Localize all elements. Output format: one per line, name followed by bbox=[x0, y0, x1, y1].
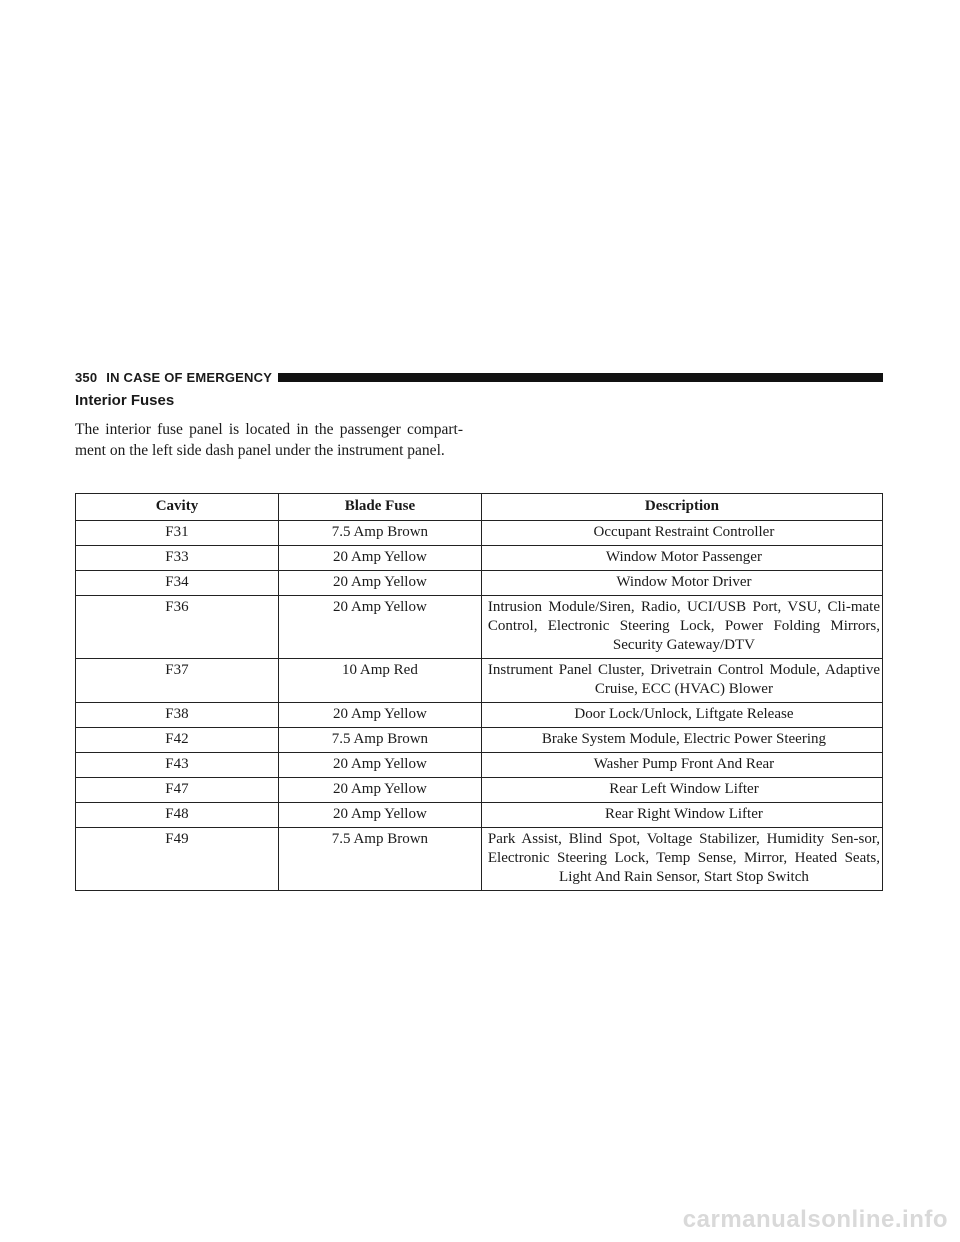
cell-fuse: 20 Amp Yellow bbox=[278, 703, 481, 728]
header-cavity: Cavity bbox=[76, 494, 279, 521]
table-header-row bbox=[76, 494, 883, 521]
cell-cavity: F49 bbox=[76, 828, 279, 891]
cell-fuse: 7.5 Amp Brown bbox=[278, 521, 481, 546]
cell-description: Park Assist, Blind Spot, Voltage Stabilizer, Humidity Sen-sor, Electronic Steering Lock, Temp Sense, Mirror, Heated Seats, Light And Rain Sensor, Start Stop Switch bbox=[481, 828, 882, 891]
cell-fuse: 20 Amp Yellow bbox=[278, 803, 481, 828]
cell-cavity: F42 bbox=[76, 728, 279, 753]
cell-cavity: F33 bbox=[76, 546, 279, 571]
cell-description: Window Motor Driver bbox=[481, 571, 882, 596]
cell-cavity: F47 bbox=[76, 778, 279, 803]
cell-fuse: 20 Amp Yellow bbox=[278, 596, 481, 659]
table-row bbox=[76, 803, 883, 828]
cell-cavity: F37 bbox=[76, 659, 279, 703]
cell-cavity: F48 bbox=[76, 803, 279, 828]
cell-fuse: 7.5 Amp Brown bbox=[278, 828, 481, 891]
section-title: Interior Fuses bbox=[75, 392, 175, 409]
table-row bbox=[76, 828, 883, 891]
cell-cavity: F38 bbox=[76, 703, 279, 728]
table-row bbox=[76, 521, 883, 546]
table-row bbox=[76, 778, 883, 803]
table-row bbox=[76, 596, 883, 659]
table-row bbox=[76, 703, 883, 728]
page-header bbox=[75, 369, 883, 386]
table-row bbox=[76, 571, 883, 596]
cell-fuse: 20 Amp Yellow bbox=[278, 753, 481, 778]
cell-description: Window Motor Passenger bbox=[481, 546, 882, 571]
header-rule bbox=[278, 373, 883, 382]
header-blade-fuse: Blade Fuse bbox=[278, 494, 481, 521]
cell-fuse: 20 Amp Yellow bbox=[278, 778, 481, 803]
cell-cavity: F43 bbox=[76, 753, 279, 778]
cell-fuse: 20 Amp Yellow bbox=[278, 571, 481, 596]
cell-description: Intrusion Module/Siren, Radio, UCI/USB Port, VSU, Cli-mate Control, Electronic Steering Lock, Power Folding Mirrors, Security Gateway/DTV bbox=[481, 596, 882, 659]
table-row bbox=[76, 546, 883, 571]
page-number: 350 bbox=[75, 370, 98, 385]
intro-paragraph: The interior fuse panel is located in the passenger compart-ment on the left side dash panel under the instrument panel. bbox=[75, 421, 463, 459]
table-row bbox=[76, 728, 883, 753]
table-row bbox=[76, 659, 883, 703]
cell-fuse: 7.5 Amp Brown bbox=[278, 728, 481, 753]
header-description: Description bbox=[481, 494, 882, 521]
table-row bbox=[76, 753, 883, 778]
cell-description: Washer Pump Front And Rear bbox=[481, 753, 882, 778]
cell-description: Brake System Module, Electric Power Steering bbox=[481, 728, 882, 753]
running-section-name: IN CASE OF EMERGENCY bbox=[106, 370, 273, 385]
cell-cavity: F36 bbox=[76, 596, 279, 659]
cell-description: Door Lock/Unlock, Liftgate Release bbox=[481, 703, 882, 728]
cell-description: Rear Left Window Lifter bbox=[481, 778, 882, 803]
cell-cavity: F34 bbox=[76, 571, 279, 596]
cell-fuse: 20 Amp Yellow bbox=[278, 546, 481, 571]
interior-fuse-table bbox=[75, 493, 883, 891]
cell-description: Occupant Restraint Controller bbox=[481, 521, 882, 546]
cell-cavity: F31 bbox=[76, 521, 279, 546]
watermark: carmanualsonline.info bbox=[682, 1206, 948, 1233]
cell-fuse: 10 Amp Red bbox=[278, 659, 481, 703]
cell-description: Instrument Panel Cluster, Drivetrain Control Module, Adaptive Cruise, ECC (HVAC) Blower bbox=[481, 659, 882, 703]
cell-description: Rear Right Window Lifter bbox=[481, 803, 882, 828]
